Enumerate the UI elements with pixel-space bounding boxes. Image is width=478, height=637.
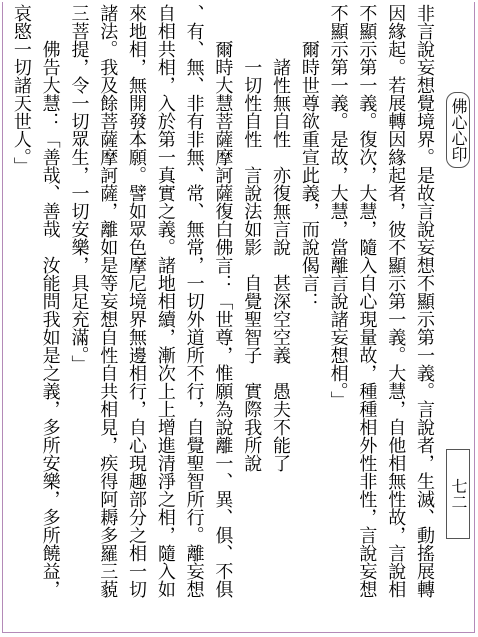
body-text [10, 4, 438, 630]
text-column: 、有、無、非有非無、常、無常，一切外道所不行，自覺聖智所行。離妄想 [183, 4, 205, 598]
text-column: 爾時世尊欲重宣此義，而說偈言： [298, 40, 320, 310]
text-column: 非言說妄想覺境界。是故言說妄想不顯示第一義。言說者，生滅、動搖展轉 [414, 4, 435, 598]
text-column: 爾時大慧菩薩摩訶薩復白佛言：「世尊，惟願為說離一、異、俱、不俱 [212, 40, 234, 598]
page-number: 七二 [449, 478, 468, 510]
text-column: 諸法。我及餘菩薩摩訶薩，離如是等妄想自性自共相見，疾得阿耨多羅三藐 [97, 4, 119, 598]
text-column: 因緣起。若展轉因緣起者，彼不顯示第一義。大慧，自他相無性故，言說相 [385, 4, 407, 598]
book-title: 佛心心印 [449, 98, 468, 162]
text-column: 來地相，無開發本願。譬如眾色摩尼境界無邊相行，自心現趣部分之相一切 [126, 4, 148, 598]
text-column: 哀愍一切諸天世人。」 [10, 4, 32, 175]
page-number-tab [446, 449, 470, 539]
text-column: 不顯示第一義。復次，大慧，隨入自心現量故，種種相外性非性，言說妄想 [356, 4, 378, 598]
text-column: 佛告大慧：「善哉、善哉 汝能問我如是之義，多所安樂，多所饒益， [39, 40, 61, 598]
verse-column: 諸性無自性 亦復無言說 甚深空空義 愚夫不能了 [270, 58, 292, 472]
text-column: 不顯示第一義。是故，大慧，當離言說諸妄想相。」 [327, 4, 349, 409]
verse-column: 一切性自性 言說法如影 自覺聖智子 實際我所說 [241, 58, 263, 472]
text-column: 自相共相，入於第一真實之義。諸地相續，漸次上上增進清淨之相，隨入如 [154, 4, 176, 598]
text-column: 三菩提，令一切眾生，一切安樂，具足充滿。」 [68, 4, 90, 373]
book-title-tab [446, 92, 470, 168]
